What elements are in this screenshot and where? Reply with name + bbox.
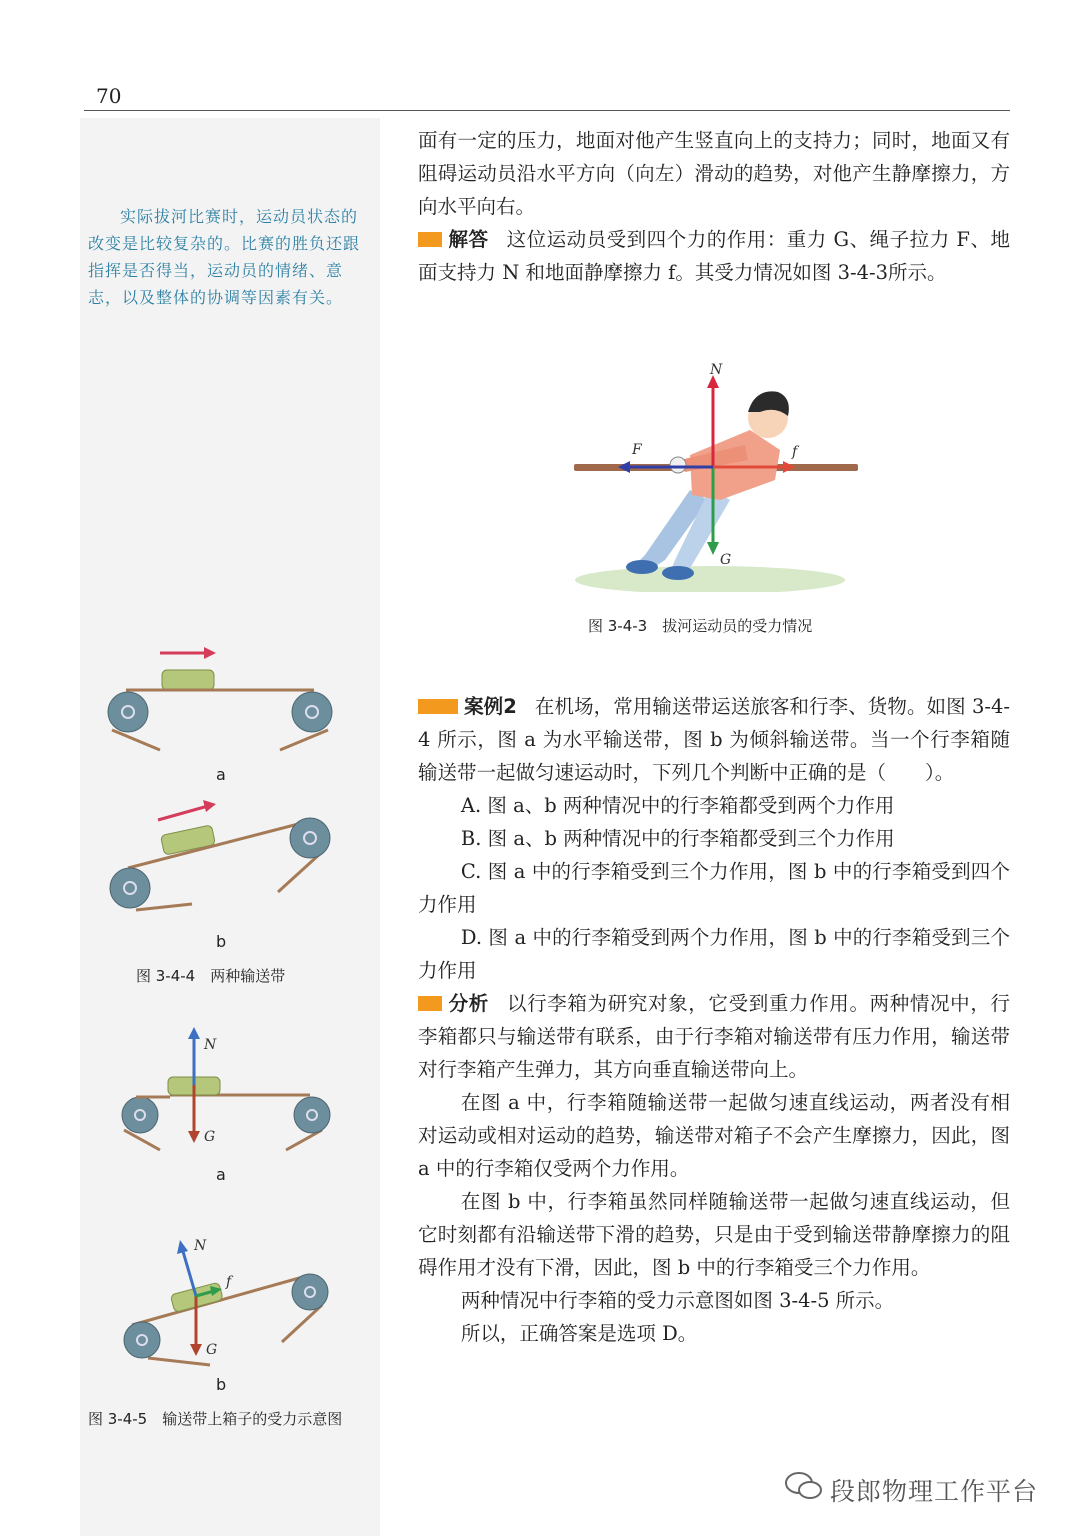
wheel-left — [122, 1097, 158, 1133]
label-G: G — [720, 552, 732, 568]
wheel-right — [292, 1274, 328, 1310]
margin-note — [88, 203, 366, 311]
force-a-figure — [110, 1025, 350, 1165]
force-N-arrow — [182, 1248, 196, 1296]
fig344-sub-a: a — [216, 765, 226, 784]
belt-a-figure — [100, 640, 350, 760]
case2-text: 在机场，常用输送带运送旅客和行李、货物。如图 3-4-4 所示，图 a 为水平输送带，图 b 为倾斜输送带。当一个行李箱随输送带一起做匀速运动时，下列几个判断中正确的是（ ）。 — [418, 695, 1010, 784]
analysis-paragraph-5: 所以，正确答案是选项 D。 — [460, 1322, 698, 1345]
label-G: G — [204, 1129, 216, 1145]
label-N: N — [194, 1238, 207, 1254]
option-c: C. 图 a 中的行李箱受到三个力作用，图 b 中的行李箱受到四个力作用 — [418, 860, 1010, 916]
option-b: B. 图 a、b 两种情况中的行李箱都受到三个力作用 — [460, 827, 895, 850]
belt-top — [132, 1275, 310, 1325]
shoe-left — [626, 560, 658, 574]
motion-arrow — [158, 806, 208, 820]
belt-bottom-left — [136, 904, 192, 910]
analysis-text: 以行李箱为研究对象，它受到重力作用。两种情况中，行李箱都只与输送带有联系，由于行李箱对输送带有压力作用，输送带对行李箱产生弹力，其方向垂直输送带向上。 — [418, 992, 1010, 1081]
case2-paragraph — [418, 690, 1010, 789]
belt-b-figure — [100, 800, 350, 925]
fig345-caption: 图 3-4-5 输送带上箱子的受力示意图 — [88, 1410, 343, 1428]
fig344-sub-b: b — [216, 932, 227, 951]
wheel-right — [294, 1097, 330, 1133]
margin-note-text: 实际拔河比赛时，运动员状态的改变是比较复杂的。比赛的胜负还跟指挥是否得当，运动员的情绪、意志，以及整体的协调等因素有关。 — [88, 207, 361, 307]
fig345-sub-b: b — [216, 1375, 227, 1394]
label-f: f — [226, 1274, 232, 1290]
answer-paragraph — [418, 223, 1010, 289]
answer-text: 这位运动员受到四个力的作用：重力 G、绳子拉力 F、地面支持力 N 和地面静摩擦力 f。其受力情况如图 3-4-3所示。 — [418, 228, 1010, 284]
wheel-right — [292, 692, 332, 732]
wechat-icon — [784, 1470, 824, 1502]
case2-label: 案例2 — [464, 695, 517, 718]
case2-tag — [418, 699, 458, 714]
analysis-paragraph-2: 在图 a 中，行李箱随输送带一起做匀速直线运动，两者没有相对运动或相对运动的趋势，输送带对箱子不会产生摩擦力，因此，图 a 中的行李箱仅受两个力作用。 — [418, 1091, 1010, 1180]
fig343-caption: 图 3-4-3 拔河运动员的受力情况 — [588, 617, 813, 635]
label-N: N — [204, 1037, 217, 1053]
wheel-left — [108, 692, 148, 732]
label-f: f — [792, 444, 798, 460]
analysis-label: 分析 — [448, 992, 489, 1015]
option-d: D. 图 a 中的行李箱受到两个力作用，图 b 中的行李箱受到三个力作用 — [418, 926, 1010, 982]
wheel-left — [110, 868, 150, 908]
wheel-left — [124, 1322, 160, 1358]
label-F: F — [632, 442, 642, 458]
label-G: G — [206, 1342, 218, 1358]
hands — [670, 457, 686, 473]
belt-top — [128, 822, 306, 868]
answer-label: 解答 — [448, 228, 489, 251]
belt-bottom-right — [278, 852, 322, 892]
label-N: N — [710, 362, 723, 378]
page-number: 70 — [96, 84, 122, 108]
belt-bottom-left — [112, 730, 160, 750]
belt-bottom-right — [280, 730, 328, 750]
option-a: A. 图 a、b 两种情况中的行李箱都受到两个力作用 — [460, 794, 895, 817]
wheel-right — [290, 818, 330, 858]
analysis-tag — [418, 996, 442, 1011]
intro-paragraph: 面有一定的压力，地面对他产生竖直向上的支持力；同时，地面又有阻碍运动员沿水平方向（向左）滑动的趋势，对他产生静摩擦力，方向水平向右。 — [418, 129, 1010, 218]
analysis-paragraph-3: 在图 b 中，行李箱虽然同样随输送带一起做匀速直线运动，但它时刻都有沿输送带下滑的趋势，只是由于受到输送带静摩擦力的阻碍作用才没有下滑，因此，图 b 中的行李箱受三个力作用。 — [418, 1190, 1010, 1279]
shoe-right — [662, 566, 694, 580]
fig345-sub-a: a — [216, 1165, 226, 1184]
tug-of-war-figure — [570, 360, 870, 592]
case-block — [418, 690, 1010, 1350]
grass-patch — [575, 566, 845, 592]
analysis-paragraph-4: 两种情况中行李箱的受力示意图如图 3-4-5 所示。 — [460, 1289, 895, 1312]
luggage-box — [160, 825, 215, 855]
answer-tag — [418, 232, 442, 247]
analysis-paragraph — [418, 987, 1010, 1086]
watermark-text: 段郎物理工作平台 — [830, 1477, 1039, 1506]
intro-block — [418, 124, 1010, 289]
header-rule — [84, 110, 1010, 111]
fig344-caption: 图 3-4-4 两种输送带 — [136, 967, 286, 985]
force-b-figure — [110, 1230, 350, 1375]
luggage-box — [162, 670, 214, 690]
